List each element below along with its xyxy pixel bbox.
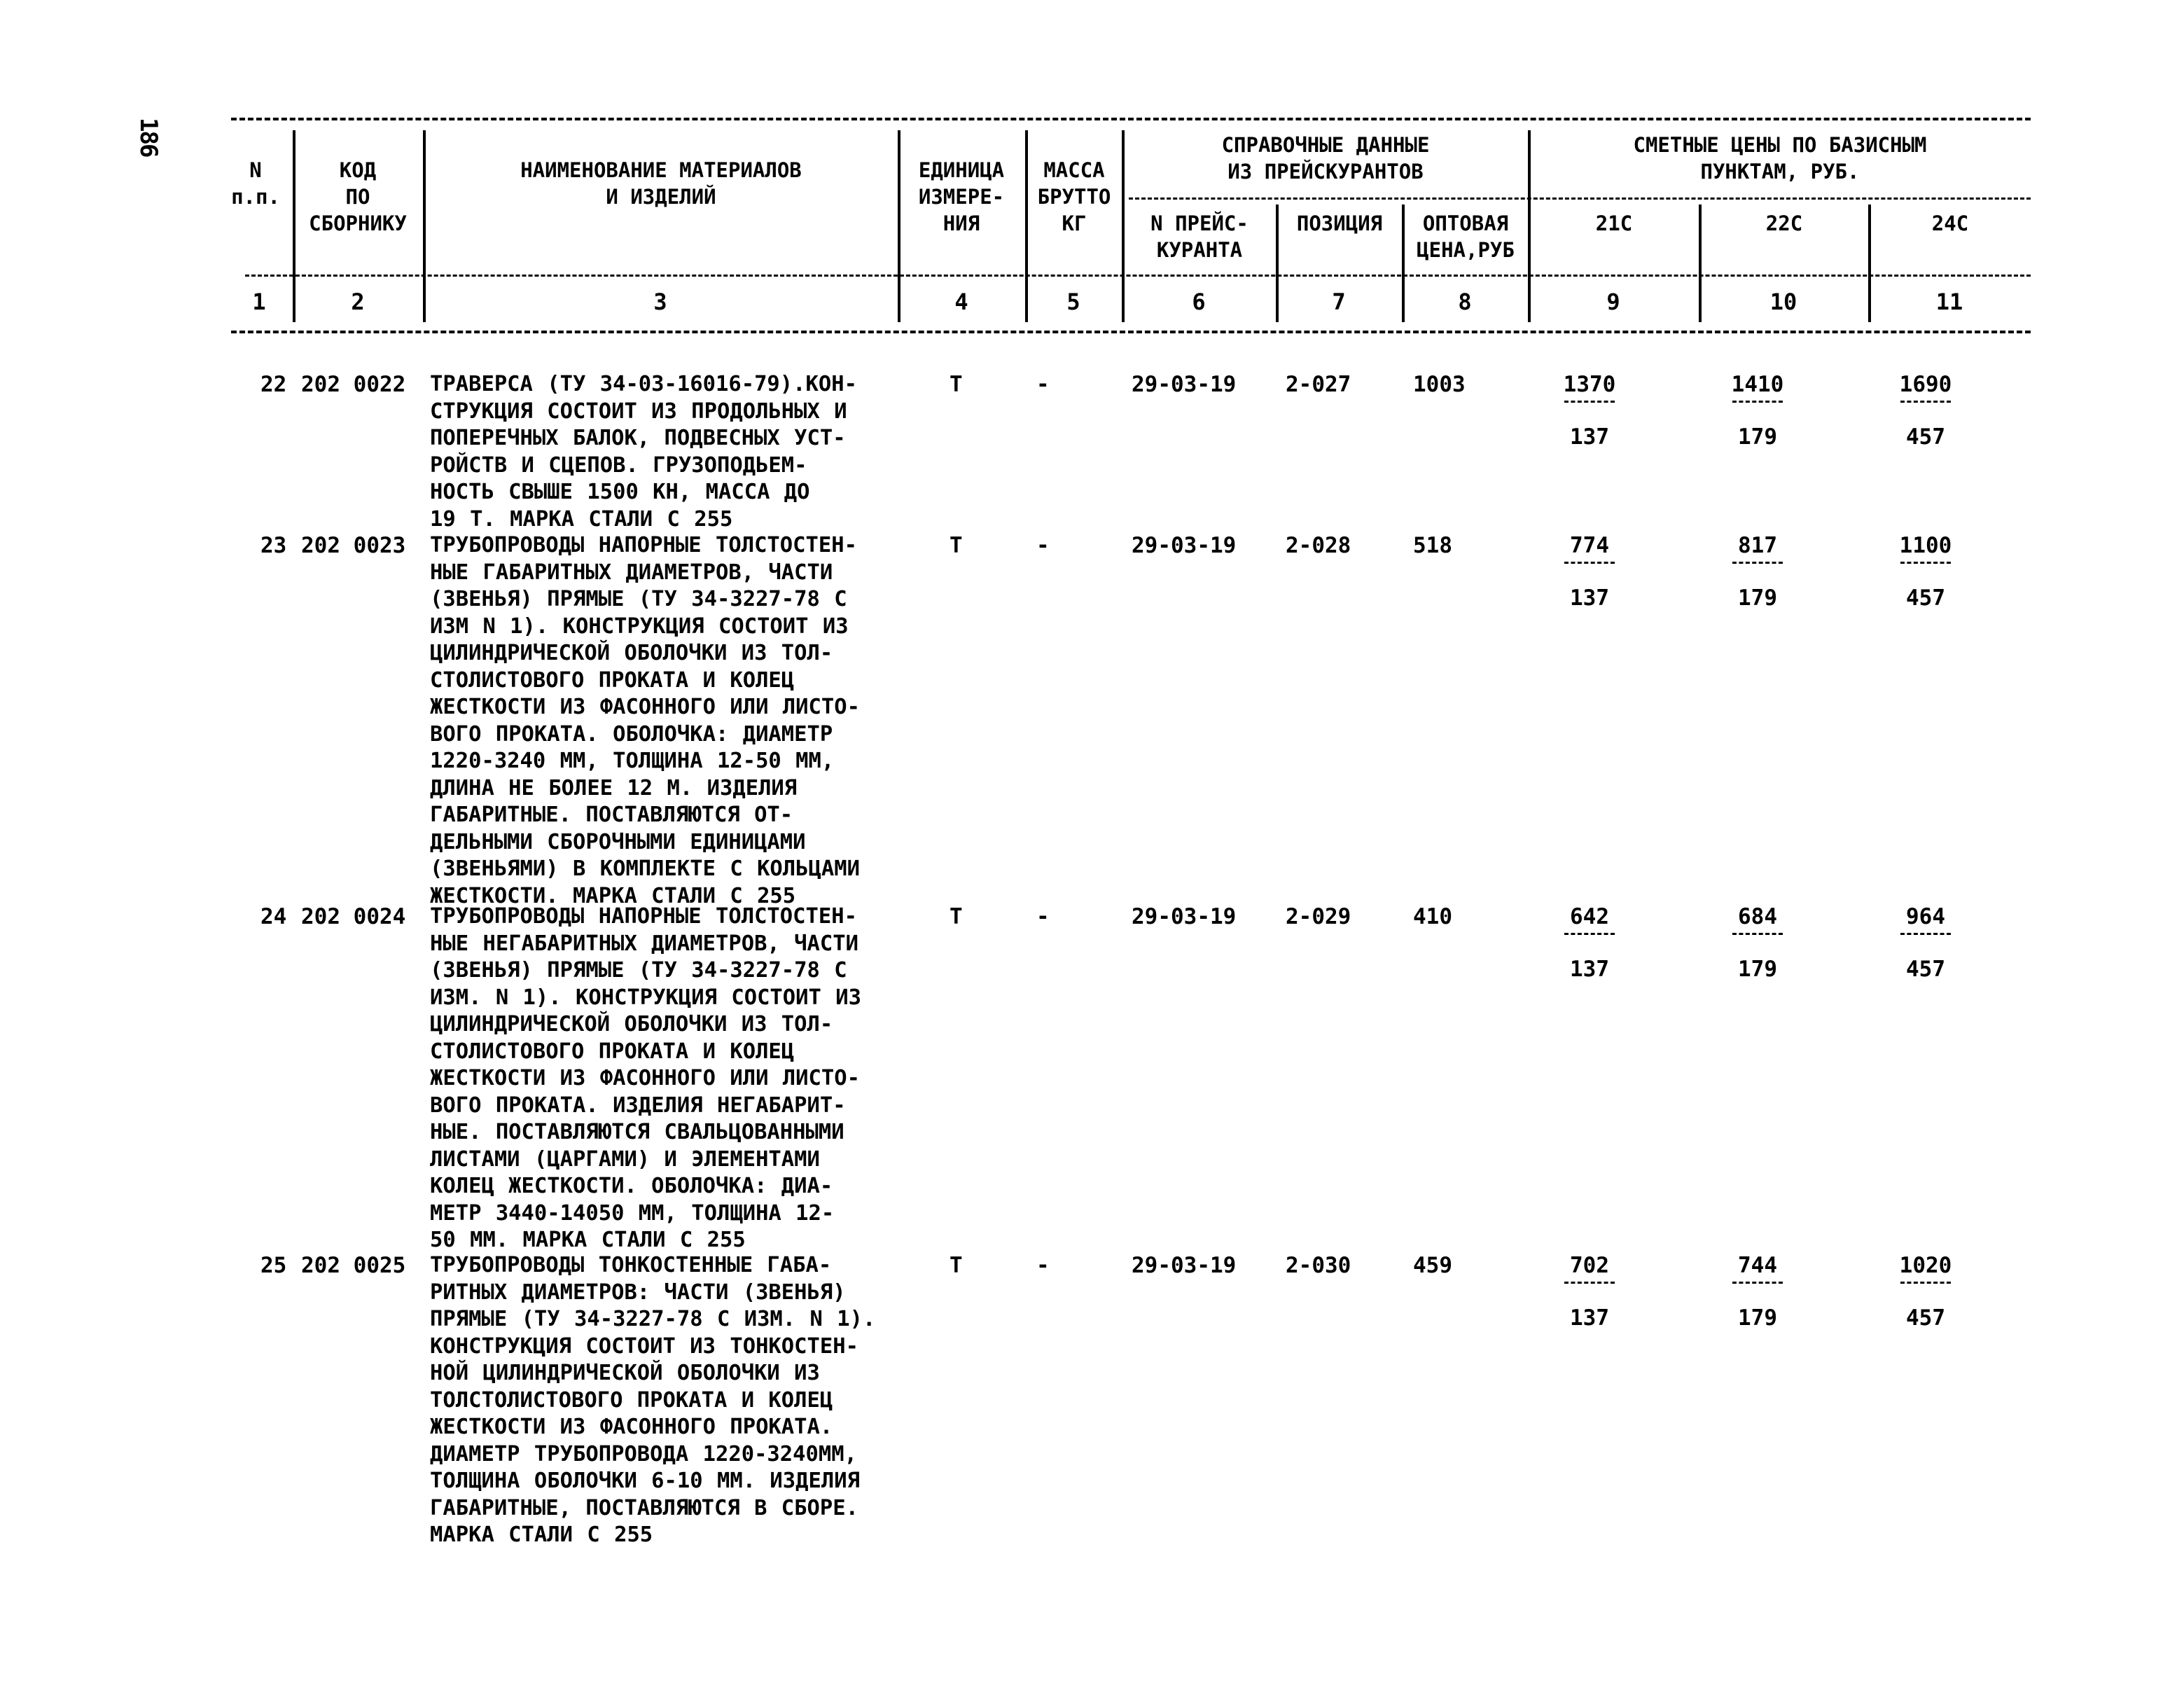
price-22c: 744 179 xyxy=(1716,1252,1800,1331)
header-prices-group: СМЕТНЫЕ ЦЕНЫ ПО БАЗИСНЫМ ПУНКТАМ, РУБ. xyxy=(1633,133,1927,183)
row-wholesale: 459 xyxy=(1413,1253,1452,1278)
header-24c: 24С xyxy=(1931,212,1969,235)
group-divider-line xyxy=(1129,197,2031,200)
column-number: 2 xyxy=(351,289,365,315)
column-number: 7 xyxy=(1332,289,1346,315)
row-pricelist: 29-03-19 xyxy=(1132,904,1237,929)
row-unit: Т xyxy=(950,904,963,929)
column-number: 6 xyxy=(1192,289,1206,315)
row-unit: Т xyxy=(950,533,963,558)
row-description: ТРАВЕРСА (ТУ 34-03-16016-79).КОН- СТРУКЦИЯ СОСТОИТ ИЗ ПРОДОЛЬНЫХ И ПОПЕРЕЧНЫХ БАЛОК, ПОДВЕСНЫХ УСТ- РОЙСТВ И СЦЕПОВ. ГРУЗОПОДЬЕМ- НОСТЬ СВЫШЕ 1500 КН, МАССА ДО 19 Т. МАРКА СТАЛИ С 255 xyxy=(430,372,857,532)
page-number: 186 xyxy=(134,118,162,157)
price-21c: 642 137 xyxy=(1547,903,1632,983)
header-wholesale: ОПТОВАЯ ЦЕНА,РУБ xyxy=(1417,212,1515,262)
price-22c: 817 179 xyxy=(1716,532,1800,611)
header-name: НАИМЕНОВАНИЕ МАТЕРИАЛОВ И ИЗДЕЛИЙ xyxy=(520,158,802,209)
column-number: 8 xyxy=(1458,289,1472,315)
header-21c: 21С xyxy=(1595,212,1633,235)
row-pricelist: 29-03-19 xyxy=(1132,372,1237,397)
header-pricelist: N ПРЕЙС- КУРАНТА xyxy=(1150,212,1249,262)
column-number: 4 xyxy=(954,289,968,315)
row-number: 22 xyxy=(260,372,287,397)
row-number: 23 xyxy=(260,533,287,558)
row-number: 25 xyxy=(260,1253,287,1278)
column-number: 3 xyxy=(653,289,667,315)
number-row-line xyxy=(245,275,2031,277)
header-n: N п.п. xyxy=(231,158,280,209)
row-code: 202 0025 xyxy=(301,1253,406,1278)
column-number: 10 xyxy=(1769,289,1797,315)
row-wholesale: 1003 xyxy=(1413,372,1466,397)
header-mass: МАССА БРУТТО КГ xyxy=(1037,158,1111,235)
row-wholesale: 410 xyxy=(1413,904,1452,929)
row-description: ТРУБОПРОВОДЫ ТОНКОСТЕННЫЕ ГАБА- РИТНЫХ ДИАМЕТРОВ: ЧАСТИ (ЗВЕНЬЯ) ПРЯМЫЕ (ТУ 34-3227-78 С ИЗМ. N 1). КОНСТРУКЦИЯ СОСТОИТ ИЗ ТОНКОСТЕН- НОЙ ЦИЛИНДРИЧЕСКОЙ ОБОЛОЧКИ ИЗ ТОЛСТОЛИСТОВОГО ПРОКАТА И КОЛЕЦ ЖЕСТКОСТИ ИЗ ФАСОННОГО ПРОКАТА. ДИАМЕТР ТРУБОПРОВОДА 1220-3240ММ, ТОЛЩИНА ОБОЛОЧКИ 6-10 ММ. ИЗДЕЛИЯ ГАБАРИТНЫЕ, ПОСТАВЛЯЮТСЯ В СБОРЕ. МАРКА СТАЛИ С 255 xyxy=(430,1253,876,1547)
row-wholesale: 518 xyxy=(1413,533,1452,558)
row-position: 2-028 xyxy=(1286,533,1351,558)
row-pricelist: 29-03-19 xyxy=(1132,533,1237,558)
row-mass: - xyxy=(1036,372,1050,397)
header-position: ПОЗИЦИЯ xyxy=(1296,212,1383,235)
row-description: ТРУБОПРОВОДЫ НАПОРНЫЕ ТОЛСТОСТЕН- НЫЕ НЕГАБАРИТНЫХ ДИАМЕТРОВ, ЧАСТИ (ЗВЕНЬЯ) ПРЯМЫЕ (ТУ 34-3227-78 С ИЗМ. N 1). КОНСТРУКЦИЯ СОСТОИТ ИЗ ЦИЛИНДРИЧЕСКОЙ ОБОЛОЧКИ ИЗ ТОЛ- СТОЛИСТОВОГО ПРОКАТА И КОЛЕЦ ЖЕСТКОСТИ ИЗ ФАСОННОГО ИЛИ ЛИСТО- ВОГО ПРОКАТА. ИЗДЕЛИЯ НЕГАБАРИТ- НЫЕ. ПОСТАВЛЯЮТСЯ СВАЛЬЦОВАННЫМИ ЛИСТАМИ (ЦАРГАМИ) И ЭЛЕМЕНТАМИ КОЛЕЦ ЖЕСТКОСТИ. ОБОЛОЧКА: ДИА- МЕТР 3440-14050 ММ, ТОЛЩИНА 12- 50 ММ. МАРКА СТАЛИ С 255 xyxy=(430,904,861,1252)
price-21c: 1370 137 xyxy=(1563,372,1616,450)
column-number: 1 xyxy=(252,289,266,315)
row-mass: - xyxy=(1036,533,1050,558)
column-number: 11 xyxy=(1935,289,1963,315)
row-code: 202 0022 xyxy=(301,372,406,397)
column-number: 5 xyxy=(1066,289,1080,315)
row-position: 2-030 xyxy=(1286,1253,1351,1278)
row-number: 24 xyxy=(260,904,287,929)
price-22c: 1410 179 xyxy=(1731,372,1784,450)
price-22c: 684 179 xyxy=(1716,903,1800,983)
row-unit: Т xyxy=(950,372,963,397)
row-code: 202 0024 xyxy=(301,904,406,929)
price-24c: 964 457 xyxy=(1884,903,1968,983)
row-code: 202 0023 xyxy=(301,533,406,558)
price-21c: 774 137 xyxy=(1547,532,1632,611)
row-position: 2-029 xyxy=(1286,904,1351,929)
price-21c: 702 137 xyxy=(1547,1252,1632,1331)
row-unit: Т xyxy=(950,1253,963,1278)
header-code: КОД ПО СБОРНИКУ xyxy=(309,158,407,235)
header-top-rule xyxy=(231,118,2031,120)
row-mass: - xyxy=(1036,1253,1050,1278)
price-24c: 1020 457 xyxy=(1899,1253,1952,1331)
header-reference-group: СПРАВОЧНЫЕ ДАННЫЕ ИЗ ПРЕЙСКУРАНТОВ xyxy=(1221,133,1430,183)
row-pricelist: 29-03-19 xyxy=(1132,1253,1237,1278)
price-24c: 1100 457 xyxy=(1899,533,1952,611)
header-bottom-rule xyxy=(231,331,2031,333)
row-description: ТРУБОПРОВОДЫ НАПОРНЫЕ ТОЛСТОСТЕН- НЫЕ ГАБАРИТНЫХ ДИАМЕТРОВ, ЧАСТИ (ЗВЕНЬЯ) ПРЯМЫЕ (ТУ 34-3227-78 С ИЗМ N 1). КОНСТРУКЦИЯ СОСТОИТ ИЗ ЦИЛИНДРИЧЕСКОЙ ОБОЛОЧКИ ИЗ ТОЛ- СТОЛИСТОВОГО ПРОКАТА И КОЛЕЦ ЖЕСТКОСТИ ИЗ ФАСОННОГО ИЛИ ЛИСТО- ВОГО ПРОКАТА. ОБОЛОЧКА: ДИАМЕТР 1220-3240 ММ, ТОЛЩИНА 12-50 ММ, ДЛИНА НЕ БОЛЕЕ 12 М. ИЗДЕЛИЯ ГАБАРИТНЫЕ. ПОСТАВЛЯЮТСЯ ОТ- ДЕЛЬНЫМИ СБОРОЧНЫМИ ЕДИНИЦАМИ (ЗВЕНЬЯМИ) В КОМПЛЕКТЕ С КОЛЬЦАМИ ЖЕСТКОСТИ. МАРКА СТАЛИ С 255 xyxy=(430,533,860,908)
header-22c: 22С xyxy=(1765,212,1803,235)
column-number: 9 xyxy=(1606,289,1620,315)
row-position: 2-027 xyxy=(1286,372,1351,397)
header-unit: ЕДИНИЦА ИЗМЕРЕ- НИЯ xyxy=(918,158,1005,235)
row-mass: - xyxy=(1036,904,1050,929)
price-24c: 1690 457 xyxy=(1899,372,1952,450)
